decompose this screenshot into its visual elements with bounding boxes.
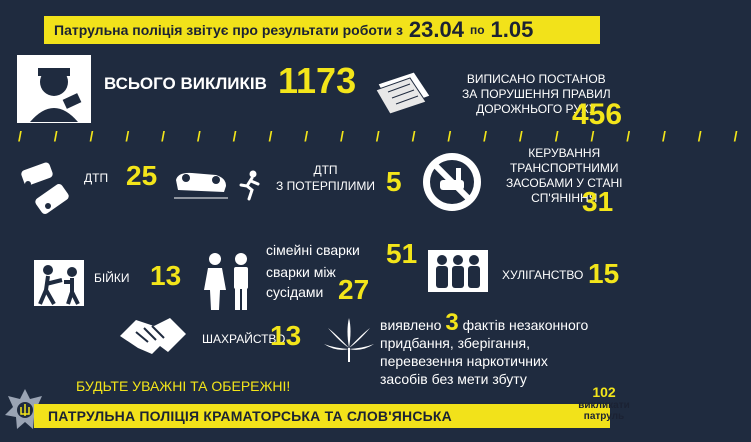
family-value: 51 — [386, 238, 418, 269]
drunk-line4: СП'ЯНІННЯ — [531, 191, 598, 205]
drunk-line3: ЗАСОБАМИ У СТАНІ — [506, 176, 623, 190]
fines-line2: ЗА ПОРУШЕННЯ ПРАВИЛ — [462, 87, 611, 101]
documents-icon — [374, 68, 432, 114]
drunk-value: 31 — [582, 186, 614, 217]
header-banner — [44, 16, 600, 44]
hooligans-icon — [428, 250, 488, 292]
dtp-injured-line1: ДТП — [313, 163, 338, 177]
drugs-text — [380, 309, 616, 388]
date-conj: по — [469, 23, 485, 37]
date-from: 23.04 — [408, 17, 464, 42]
neighbours-line1: сварки між — [266, 264, 336, 280]
dtp-injured-line2: З ПОТЕРПІЛИМИ — [276, 179, 375, 193]
hooligan-value: 15 — [588, 258, 620, 289]
hotline-line2: патруль — [583, 411, 625, 422]
running-person-icon — [238, 170, 262, 200]
hooligan-label: ХУЛІГАНСТВО — [502, 268, 584, 282]
header-prefix: Патрульна поліція звітує про результати роботи з — [54, 22, 403, 38]
overturned-car-icon — [172, 170, 230, 200]
dtp-value: 25 — [126, 160, 158, 191]
hotline-number: 102 — [592, 384, 616, 400]
drugs-value: 3 — [445, 309, 459, 336]
hotline — [572, 384, 636, 422]
neighbours-value: 27 — [338, 274, 370, 305]
drugs-line4: засобів без мети збуту — [380, 371, 527, 387]
drugs-prefix: виявлено — [380, 317, 442, 333]
fraud-value: 13 — [270, 320, 302, 351]
family-line1: сімейні сварки — [266, 242, 360, 258]
dtp-injured-text — [276, 162, 375, 194]
fines-line3: ДОРОЖНЬОГО РУХУ — [476, 102, 597, 116]
no-drinking-driving-icon — [420, 150, 484, 214]
police-officer-icon — [16, 54, 92, 124]
slogan: БУДЬТЕ УВАЖНІ ТА ОБЕРЕЖНІ! — [76, 378, 291, 394]
neighbours-line2: сусідами — [266, 284, 324, 300]
drunk-line2: ТРАНСПОРТНИМИ — [509, 161, 619, 175]
total-calls-value: 1173 — [278, 60, 357, 101]
drugs-line3: перевезення наркотичних — [380, 353, 548, 369]
fines-value: 456 — [572, 98, 623, 131]
footer-banner — [34, 404, 610, 428]
hotline-line1: викликати — [578, 400, 630, 411]
handshake-icon — [118, 312, 188, 358]
fights-label: БІЙКИ — [94, 271, 130, 285]
footer-text: ПАТРУЛЬНА ПОЛІЦІЯ КРАМАТОРСЬКА ТА СЛОВ'ЯНСЬКА — [48, 408, 452, 424]
drunk-line1: КЕРУВАННЯ — [528, 146, 601, 160]
dtp-injured-value: 5 — [386, 166, 402, 197]
fights-value: 13 — [150, 260, 182, 291]
cannabis-leaf-icon — [324, 318, 374, 364]
couple-icon — [198, 252, 258, 312]
car-crash-icon — [18, 160, 74, 214]
fighting-icon — [34, 260, 84, 306]
fines-line1: ВИПИСАНО ПОСТАНОВ — [466, 72, 606, 86]
fraud-label: ШАХРАЙСТВО — [202, 332, 286, 346]
separator-ticks: / / / / / / / / / / / / / / / / / / / / / — [18, 128, 751, 144]
total-calls-label: ВСЬОГО ВИКЛИКІВ — [104, 74, 267, 93]
drugs-line1: фактів незаконного — [462, 317, 589, 333]
date-to: 1.05 — [490, 17, 534, 42]
drugs-line2: придбання, зберігання, — [380, 335, 530, 351]
dtp-label: ДТП — [84, 171, 109, 185]
